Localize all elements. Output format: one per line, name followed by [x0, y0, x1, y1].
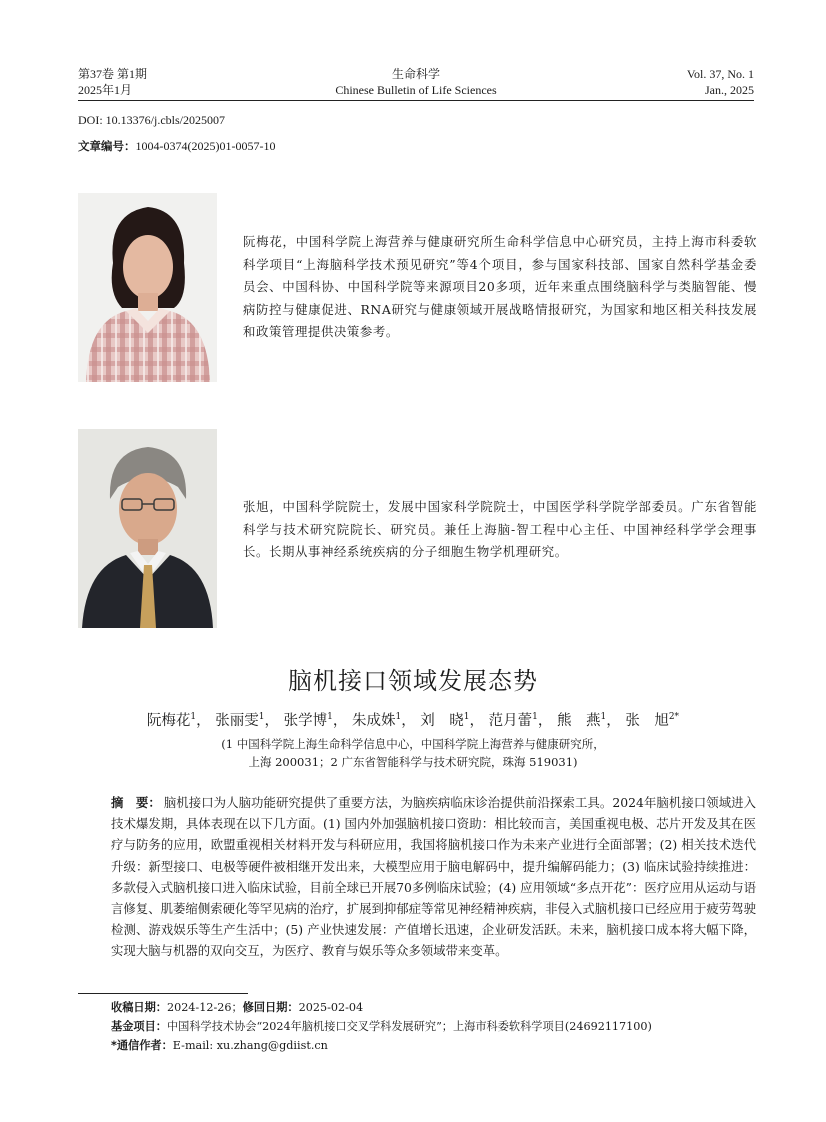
author: 朱成姝$^1$ — [351, 712, 402, 729]
footnote-rule — [78, 993, 248, 994]
volume-issue-en: Vol. 37, No. 1 — [686, 67, 754, 81]
volume-issue: 第37卷 第1期 — [78, 67, 148, 81]
revised-date: 2025-02-04 — [298, 1001, 364, 1014]
abstract-label: 摘 要： — [111, 795, 161, 810]
affiliation-line-2: 上海 200031；2 广东省智能科学与技术研究院，珠海 519031) — [248, 755, 578, 769]
author: 阮梅花$^1$ — [146, 712, 197, 729]
running-header — [78, 66, 754, 100]
header-right — [687, 66, 754, 98]
journal-name-cn: 生命科学 — [391, 67, 440, 81]
article-number-value: 1004-0374(2025)01-0057-10 — [135, 139, 276, 153]
author: 范月蕾$^1$ — [488, 712, 538, 729]
author-photo-zhang — [78, 429, 217, 628]
issue-date-en: Jan., 2025 — [705, 83, 754, 97]
article-number-label: 文章编号： — [78, 139, 136, 153]
author: 张学博$^1$ — [283, 712, 333, 729]
author: 熊 燕$^1$ — [556, 712, 607, 729]
issue-date: 2025年1月 — [78, 83, 133, 97]
bio-ruan: 阮梅花，中国科学院上海营养与健康研究所生命科学信息中心研究员，主持上海市科委软科学项目“上海脑科学技术预见研究”等4个项目，参与国家科技部、国家自然科学基金委员会、中国科协、中国科学院等来源项目20多项，近年来重点围绕脑科学与类脑智能、慢病防控与健康促进、RNA研究与健康领域开展战略情报研究，为国家和地区相关科技发展和政策管理提供决策参考。 — [243, 234, 757, 339]
affiliation-line-1: (1 中国科学院上海生命科学信息中心，中国科学院上海营养与健康研究所， — [221, 737, 605, 751]
author: 张丽雯$^1$ — [215, 712, 265, 729]
dates-footnote: 收稿日期：2024-12-26；修回日期：2025-02-04 — [111, 1001, 364, 1014]
article-title: 脑机接口领域发展态势 — [288, 667, 538, 695]
author: 刘 晓$^1$ — [420, 712, 470, 729]
bio-zhang: 张旭，中国科学院院士，发展中国家科学院院士，中国医学科学院学部委员。广东省智能科学与技术研究院院长、研究员。兼任上海脑-智工程中心主任、中国神经科学学会理事长。长期从事神经系统疾病的分子细胞生物学机理研究。 — [243, 499, 757, 559]
article-number — [78, 138, 275, 154]
author-list: 阮梅花$^1$， 张丽雯$^1$， 张学博$^1$， 朱成姝$^1$， 刘 晓$^1$， 范月蕾$^1$， 熊 燕$^1$， 张 旭$^{2*}$ — [146, 712, 680, 729]
fund-footnote: 基金项目：中国科学技术协会“2024年脑机接口交叉学科发展研究”；上海市科委软科学项目(24692117100) — [111, 1020, 652, 1033]
corresponding-author: *通信作者：E-mail: xu.zhang@gdiist.cn — [111, 1039, 328, 1052]
author-photo-ruan — [78, 193, 217, 382]
doi: DOI: 10.13376/j.cbls/2025007 — [78, 113, 225, 127]
author: 张 旭$^{2*}$ — [625, 712, 680, 729]
corresponding-email[interactable]: E-mail: xu.zhang@gdiist.cn — [172, 1039, 328, 1052]
fund-text: 中国科学技术协会“2024年脑机接口交叉学科发展研究”；上海市科委软科学项目(24692117100) — [166, 1020, 652, 1033]
header-rule — [78, 100, 754, 101]
journal-name-en: Chinese Bulletin of Life Sciences — [335, 83, 497, 97]
header-center — [78, 66, 754, 98]
abstract — [111, 792, 756, 962]
abstract-text: 脑机接口为人脑功能研究提供了重要方法，为脑疾病临床诊治提供前沿探索工具。2024年脑机接口领域进入技术爆发期，具体表现在以下几方面。(1) 国内外加强脑机接口资助：相比较而言，美国重视电极、芯片开发及其在医疗与防务的应用，欧盟重视相关材料开发与科研应用，我国将脑机接口作为未来产业进行全面部署；(2) 相关技术迭代升级：新型接口、电极等硬件被相继开发出来，大模型应用于脑电解码中，提升编解码能力；(3) 临床试验持续推进：多款侵入式脑机接口进入临床试验，目前全球已开展70多例临床试验；(4) 应用领域“多点开花”：医疗应用从运动与语言修复、肌萎缩侧索硬化等罕见病的治疗，扩展到抑郁症等常见神经精神疾病，非侵入式脑机接口已经应用于疲劳驾驶检测、游戏娱乐等生产生活中；(5) 产业快速发展：产值增长迅速，企业研发活跃。未来，脑机接口成本将大幅下降，实现大脑与机器的双向交互，为医疗、教育与娱乐等众多领域带来变革。 — [111, 795, 756, 959]
received-date: 2024-12-26 — [166, 1001, 232, 1014]
